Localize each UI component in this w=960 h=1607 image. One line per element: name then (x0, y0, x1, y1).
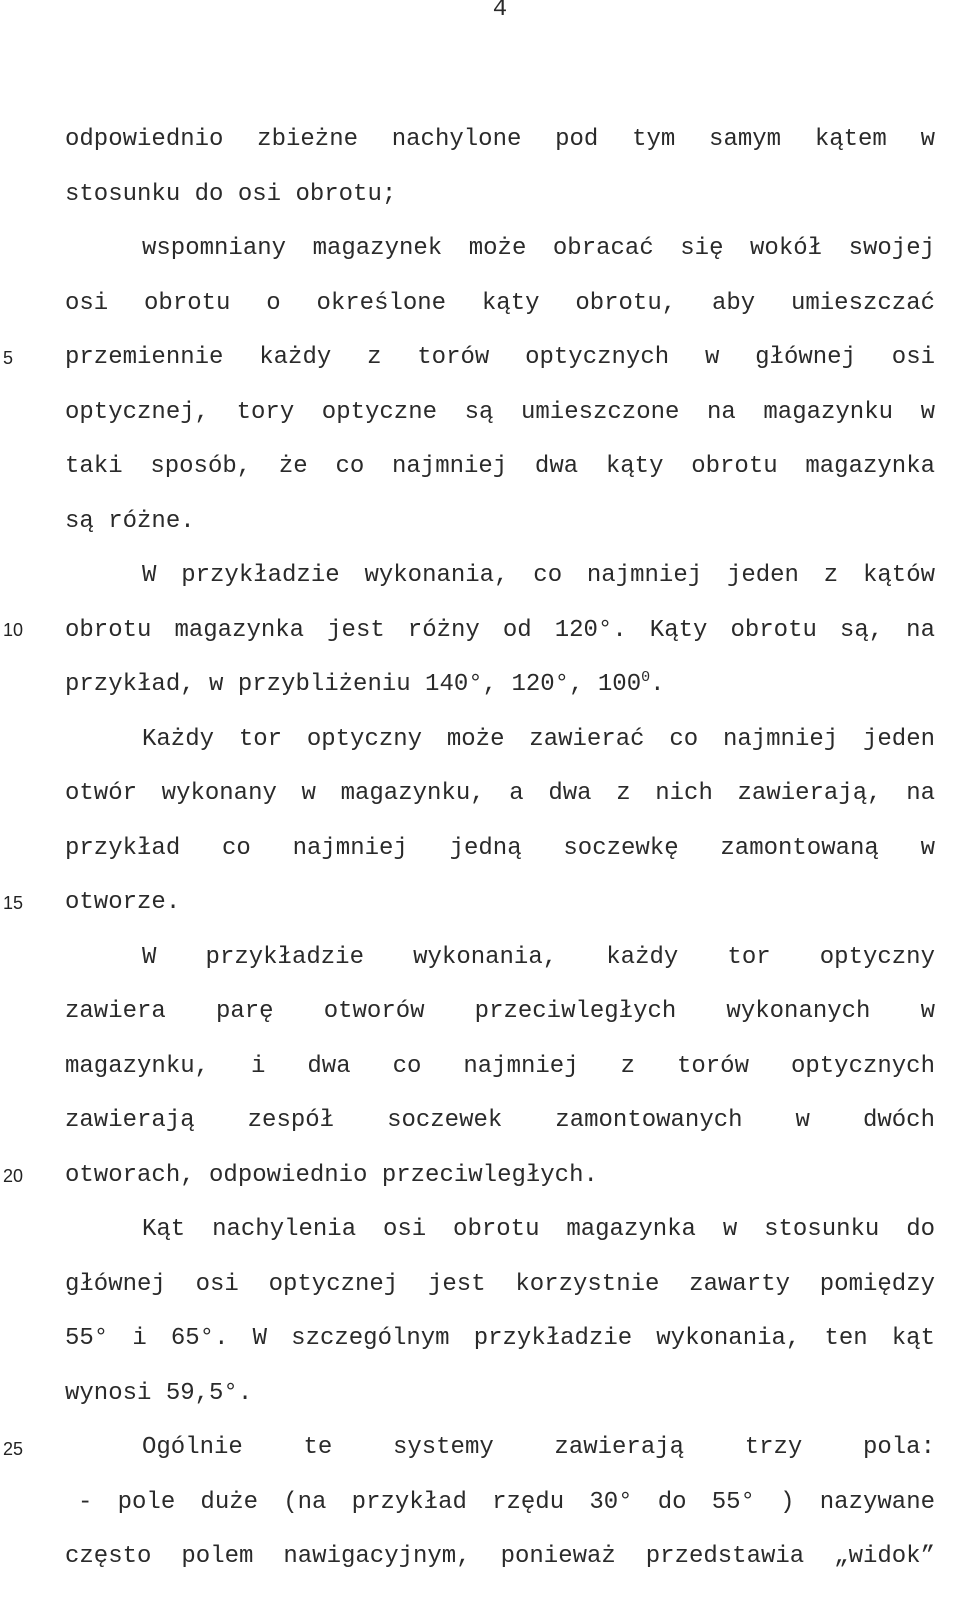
text-line: zawiera parę otworów przeciwległych wykonanych w (65, 998, 935, 1025)
text-line: taki sposób, że co najmniej dwa kąty obrotu magazynka (65, 453, 935, 480)
text-line: często polem nawigacyjnym, ponieważ przedstawia „widok” (65, 1543, 935, 1570)
page-number: 4 (492, 0, 508, 23)
text-line: głównej osi optycznej jest korzystnie zawarty pomiędzy (65, 1271, 935, 1298)
margin-line-number-10: 10 (3, 620, 24, 640)
margin-line-number-20: 20 (3, 1166, 24, 1186)
text-line: 55° i 65°. W szczególnym przykładzie wykonania, ten kąt (65, 1325, 935, 1352)
text-line: zawierają zespół soczewek zamontowanych w dwóch (65, 1107, 935, 1134)
superscript: 0 (641, 669, 651, 686)
text-line: otworze. (65, 889, 181, 916)
text-line: przykład co najmniej jedną soczewkę zamontowaną w (65, 835, 935, 862)
text-line (65, 665, 935, 705)
text-line: są różne. (65, 508, 195, 535)
text-line-tail: . (650, 671, 665, 698)
text-line: otwór wykonany w magazynku, a dwa z nich zawierają, na (65, 780, 935, 807)
text-line: otworach, odpowiednio przeciwległych. (65, 1162, 598, 1189)
text-line-content: przykład, w przybliżeniu 140°, 120°, 100 (65, 671, 642, 698)
margin-line-number-15: 15 (3, 893, 24, 913)
text-line: magazynku, i dwa co najmniej z torów optycznych (65, 1053, 935, 1080)
text-line: - pole duże (na przykład rzędu 30° do 55° ) nazywane (78, 1489, 935, 1516)
text-line: wynosi 59,5°. (65, 1380, 253, 1407)
text-line: Ogólnie te systemy zawierają trzy pola: (142, 1434, 935, 1461)
margin-line-number-25: 25 (3, 1439, 24, 1459)
text-line: przemiennie każdy z torów optycznych w głównej osi (65, 344, 935, 371)
text-line: obrotu magazynka jest różny od 120°. Kąty obrotu są, na (65, 617, 935, 644)
text-line: optycznej, tory optyczne są umieszczone na magazynku w (65, 399, 935, 426)
margin-line-number-5: 5 (3, 348, 14, 368)
text-line: Kąt nachylenia osi obrotu magazynka w stosunku do (142, 1216, 935, 1243)
text-line: osi obrotu o określone kąty obrotu, aby umieszczać (65, 290, 935, 317)
text-line: odpowiednio zbieżne nachylone pod tym samym kątem w (65, 126, 935, 153)
text-line: wspomniany magazynek może obracać się wokół swojej (142, 235, 935, 262)
text-line: Każdy tor optyczny może zawierać co najmniej jeden (142, 726, 935, 753)
text-line: W przykładzie wykonania, co najmniej jeden z kątów (142, 562, 935, 589)
text-line: W przykładzie wykonania, każdy tor optyczny (142, 944, 935, 971)
text-line: stosunku do osi obrotu; (65, 181, 397, 208)
